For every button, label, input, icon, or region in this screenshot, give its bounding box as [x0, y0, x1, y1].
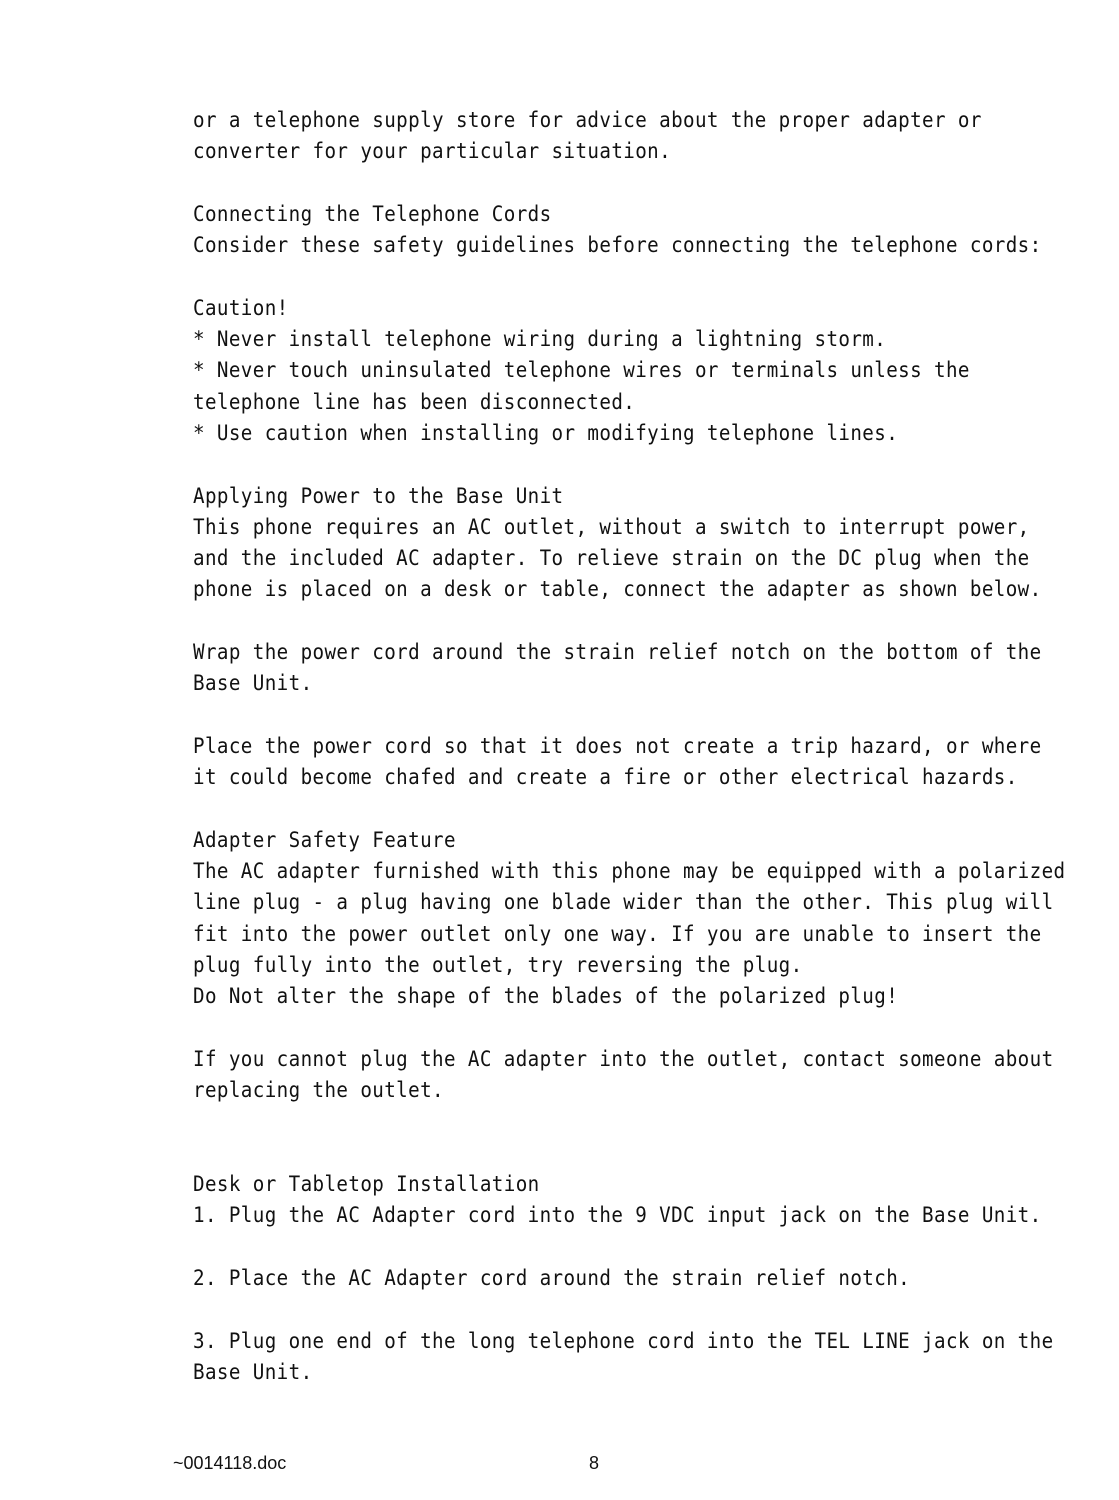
intro-line-1: or a telephone supply store for advice about the proper adapter or: [193, 106, 982, 133]
section-heading-adapter-safety: Adapter Safety Feature: [193, 826, 456, 853]
caution-item-3: * Use caution when installing or modifying telephone lines.: [193, 419, 899, 446]
intro-line-2: converter for your particular situation.: [193, 137, 672, 164]
caution-item-2-line-2: telephone line has been disconnected.: [193, 388, 636, 415]
power-line-3: phone is placed on a desk or table, connect the adapter as shown below.: [193, 576, 1042, 602]
adapter-safety-line-1: The AC adapter furnished with this phone may be equipped with a polarized: [193, 857, 1066, 884]
adapter-safety-line-4: plug fully into the outlet, try reversing the plug.: [193, 951, 803, 978]
outlet-line-1: If you cannot plug the AC adapter into the outlet, contact someone about: [193, 1045, 1054, 1072]
section-heading-cords: Connecting the Telephone Cords: [193, 200, 552, 227]
adapter-safety-line-2: line plug - a plug having one blade wider than the other. This plug will: [193, 889, 1054, 915]
place-line-1: Place the power cord so that it does not create a trip hazard, or where: [193, 732, 1042, 759]
power-line-2: and the included AC adapter. To relieve strain on the DC plug when the: [193, 544, 1030, 571]
install-step-2: 2. Place the AC Adapter cord around the strain relief notch.: [193, 1264, 911, 1291]
adapter-safety-line-5: Do Not alter the shape of the blades of the polarized plug!: [193, 982, 899, 1009]
install-step-3-line-1: 3. Plug one end of the long telephone cord into the TEL LINE jack on the: [193, 1327, 1054, 1353]
footer-filename: ~0014118.doc: [173, 1453, 287, 1473]
power-line-1: This phone requires an AC outlet, without a switch to interrupt power,: [193, 513, 1030, 540]
outlet-line-2: replacing the outlet.: [193, 1076, 444, 1103]
document-body: [193, 104, 1066, 1387]
caution-item-1: * Never install telephone wiring during a lightning storm.: [193, 325, 887, 352]
caution-item-2-line-1: * Never touch uninsulated telephone wires or terminals unless the: [193, 356, 970, 383]
wrap-line-1: Wrap the power cord around the strain relief notch on the bottom of the: [193, 638, 1042, 665]
caution-heading: Caution!: [193, 294, 289, 321]
section-heading-installation: Desk or Tabletop Installation: [193, 1170, 540, 1197]
footer-page-number: 8: [589, 1453, 600, 1473]
install-step-3-line-2: Base Unit.: [193, 1358, 313, 1385]
cords-text: Consider these safety guidelines before connecting the telephone cords:: [193, 231, 1042, 258]
section-heading-power: Applying Power to the Base Unit: [193, 482, 564, 508]
adapter-safety-line-3: fit into the power outlet only one way. If you are unable to insert the: [193, 920, 1042, 947]
place-line-2: it could become chafed and create a fire or other electrical hazards.: [193, 763, 1018, 790]
wrap-line-2: Base Unit.: [193, 669, 313, 696]
install-step-1: 1. Plug the AC Adapter cord into the 9 VDC input jack on the Base Unit.: [193, 1201, 1042, 1228]
